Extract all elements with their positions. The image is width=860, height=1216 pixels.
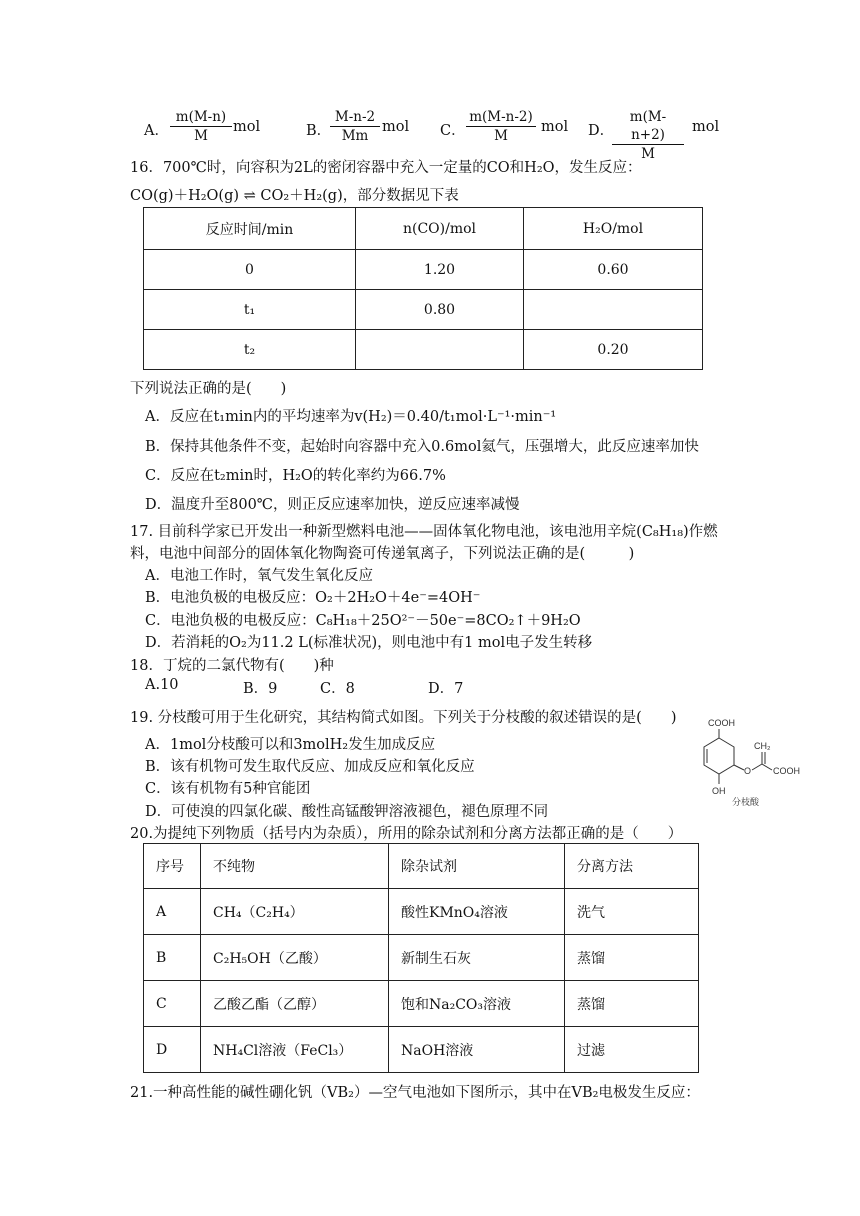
q15-option-a-fraction — [170, 108, 232, 145]
q20-cell-d-impure: NH₄Cl溶液（FeCl₃） — [201, 1027, 389, 1073]
q16-cell-r3c3: 0.20 — [524, 330, 703, 370]
q20-cell-a-impure: CH₄（C₂H₄） — [201, 889, 389, 935]
fig-top-cooh: COOH — [708, 718, 735, 728]
q16-option-c: C．反应在t₂min时，H₂O的转化率约为66.7% — [145, 468, 446, 484]
q16-cell-r1c3: 0.60 — [524, 250, 703, 290]
q17-stem-line2: 料，电池中间部分的固体氧化物陶瓷可传递氧离子，下列说法正确的是( ) — [130, 546, 635, 562]
q16-header-time: 反应时间/min — [144, 208, 356, 250]
q20-cell-d-method: 过滤 — [565, 1027, 699, 1073]
q20-cell-c-reagent: 饱和Na₂CO₃溶液 — [389, 981, 565, 1027]
q20-cell-c-impure: 乙酸乙酯（乙醇） — [201, 981, 389, 1027]
q18-option-b: B．9 — [243, 681, 278, 697]
q16-prompt: 下列说法正确的是( ) — [130, 381, 287, 397]
q16-option-d: D．温度升至800℃，则正反应速率加快，逆反应速率减慢 — [145, 497, 520, 513]
q20-cell-a-method: 洗气 — [565, 889, 699, 935]
fig-oh: OH — [712, 786, 726, 796]
q20-cell-b-method: 蒸馏 — [565, 935, 699, 981]
q20-header-method: 分离方法 — [565, 844, 699, 889]
q17-option-b: B．电池负极的电极反应：O₂＋2H₂O＋4e⁻=4OH⁻ — [145, 590, 481, 606]
q20-cell-c-no: C — [144, 981, 201, 1027]
q16-header-h2o: H₂O/mol — [524, 208, 703, 250]
q20-cell-c-method: 蒸馏 — [565, 981, 699, 1027]
q20-cell-b-reagent: 新制生石灰 — [389, 935, 565, 981]
q16-data-table — [143, 207, 703, 370]
q16-option-a: A．反应在t₁min内的平均速率为v(H₂)＝0.40/t₁mol·L⁻¹·min⁻¹ — [145, 409, 557, 425]
q16-stem: 16．700℃时，向容积为2L的密闭容器中充入一定量的CO和H₂O，发生反应： — [130, 160, 642, 176]
q18-option-c: C．8 — [320, 681, 355, 697]
fig-caption: 分枝酸 — [732, 797, 760, 807]
q16-cell-r2c1: t₁ — [144, 290, 356, 330]
q15-option-a-numerator: m(M-n) — [170, 108, 232, 127]
q16-option-b: B．保持其他条件不变，起始时向容器中充入0.6mol氦气，压强增大，此反应速率加快 — [145, 439, 699, 455]
q19-option-b: B．该有机物可发生取代反应、加成反应和氧化反应 — [145, 759, 475, 775]
q20-header-no: 序号 — [144, 844, 201, 889]
q20-cell-d-reagent: NaOH溶液 — [389, 1027, 565, 1073]
q19-option-c: C．该有机物有5种官能团 — [145, 781, 311, 797]
q17-stem-line1: 17. 目前科学家已开发出一种新型燃料电池——固体氧化物电池，该电池用辛烷(C₈H₁₈)作燃 — [130, 524, 718, 540]
q15-option-d-numerator: m(M-n+2) — [612, 108, 684, 145]
q18-option-d: D．7 — [428, 681, 464, 697]
q15-option-c-numerator: m(M-n-2) — [466, 108, 536, 127]
ether-bond — [752, 764, 762, 770]
q16-reaction: CO(g)＋H₂O(g) ⇌ CO₂＋H₂(g)，部分数据见下表 — [130, 188, 459, 204]
q15-option-a-denominator: M — [194, 128, 208, 144]
q15-option-d-label: D． — [588, 123, 615, 139]
q15-option-c-fraction — [466, 108, 536, 145]
ether-bond — [734, 765, 744, 770]
q15-option-b-unit: mol — [382, 119, 410, 135]
q17-option-a: A．电池工作时，氧气发生氧化反应 — [145, 568, 373, 584]
q20-cell-a-no: A — [144, 889, 201, 935]
q15-option-d-unit: mol — [692, 119, 720, 135]
q15-option-a-label: A． — [144, 123, 169, 139]
acid-bond — [762, 764, 772, 770]
q15-option-c-label: C． — [440, 123, 466, 139]
q19-option-d: D．可使溴的四氯化碳、酸性高锰酸钾溶液褪色，褪色原理不同 — [145, 804, 549, 820]
q20-stem: 20.为提纯下列物质（括号内为杂质），所用的除杂试剂和分离方法都正确的是（ ） — [130, 826, 683, 842]
fig-ch2: CH₂ — [754, 741, 771, 751]
q21-stem: 21.一种高性能的碱性硼化钒（VB₂）—空气电池如下图所示，其中在VB₂电极发生反应： — [130, 1085, 700, 1101]
chorismic-acid-structure — [696, 716, 826, 812]
q16-header-nco: n(CO)/mol — [356, 208, 524, 250]
q20-header-impure: 不纯物 — [201, 844, 389, 889]
q20-cell-b-impure: C₂H₅OH（乙酸） — [201, 935, 389, 981]
ring-bond — [704, 738, 734, 774]
q16-cell-r1c2: 1.20 — [356, 250, 524, 290]
q17-option-d: D．若消耗的O₂为11.2 L(标准状况)，则电池中有1 mol电子发生转移 — [145, 635, 593, 651]
q18-stem: 18．丁烷的二氯代物有( )种 — [130, 658, 334, 674]
q16-cell-r2c3 — [524, 290, 703, 330]
q15-option-d-fraction — [612, 108, 684, 163]
fig-right-cooh: COOH — [773, 766, 800, 776]
q15-option-c-denominator: M — [494, 128, 508, 144]
q15-option-b-fraction — [330, 108, 380, 145]
q18-option-a: A.10 — [145, 677, 179, 693]
fig-ether-o: O — [744, 766, 752, 776]
q15-option-d-denominator: M — [641, 146, 655, 162]
q15-option-a-unit: mol — [233, 119, 261, 135]
q20-cell-a-reagent: 酸性KMnO₄溶液 — [389, 889, 565, 935]
q17-option-c: C．电池负极的电极反应：C₈H₁₈＋25O²⁻－50e⁻=8CO₂↑＋9H₂O — [145, 613, 581, 629]
q15-option-b-denominator: Mm — [341, 128, 369, 144]
q20-cell-d-no: D — [144, 1027, 201, 1073]
q16-cell-r1c1: 0 — [144, 250, 356, 290]
q19-stem: 19. 分枝酸可用于生化研究，其结构简式如图。下列关于分枝酸的叙述错误的是( ) — [130, 710, 677, 726]
q16-cell-r3c1: t₂ — [144, 330, 356, 370]
q15-option-b-label: B． — [306, 123, 332, 139]
q16-cell-r3c2 — [356, 330, 524, 370]
q20-purification-table — [143, 843, 699, 1073]
q15-option-b-numerator: M-n-2 — [330, 108, 380, 127]
q19-option-a: A．1mol分枝酸可以和3molH₂发生加成反应 — [145, 737, 436, 753]
q20-header-reagent: 除杂试剂 — [389, 844, 565, 889]
q15-option-c-unit: mol — [541, 119, 569, 135]
q20-cell-b-no: B — [144, 935, 201, 981]
q16-cell-r2c2: 0.80 — [356, 290, 524, 330]
